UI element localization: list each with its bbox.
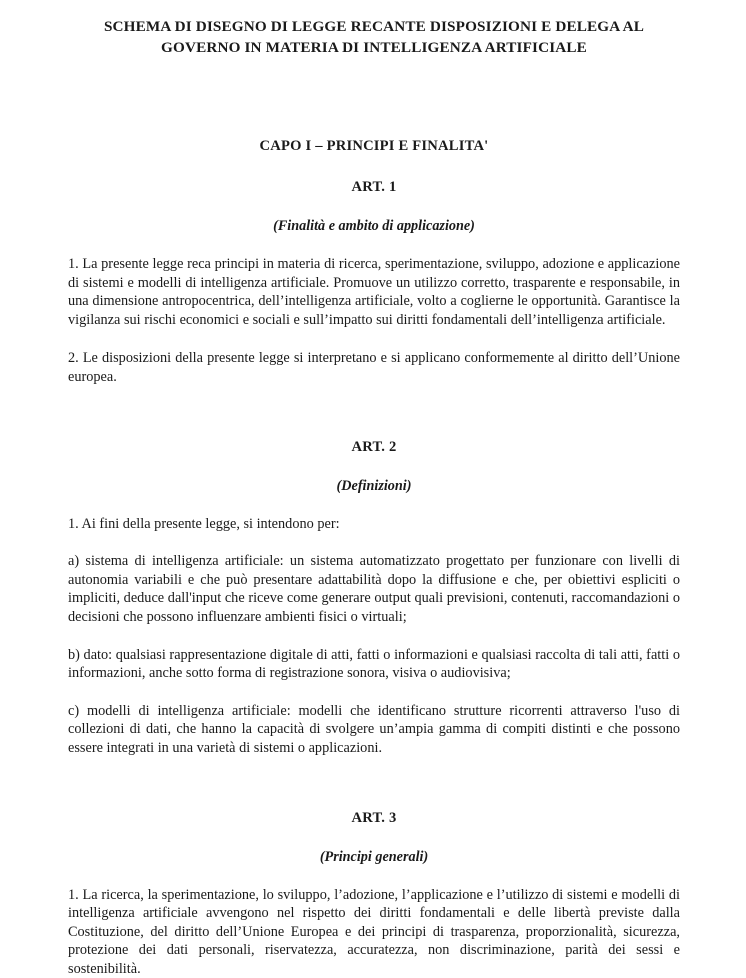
article-subtitle-3: (Principi generali) [68, 848, 680, 866]
article-2-definition-a: a) sistema di intelligenza artificiale: un sistema automatizzato progettato per funzionare con livelli di autonomia variabili e che può presentare adattabilità dopo la diffusione e che, per obiettivi espliciti o impliciti, deduce dall'input che riceve come generare output quali previsioni, contenuti, raccomandazioni o decisioni che possono influenzare ambienti fisici o virtuali; [68, 552, 680, 626]
article-2-spacer [68, 758, 680, 786]
article-heading-2: ART. 2 [68, 438, 680, 456]
article-1-spacer [68, 387, 680, 415]
article-3-paragraph-1: 1. La ricerca, la sperimentazione, lo sviluppo, l’adozione, l’applicazione e l’utilizzo di sistemi e modelli di intelligenza artificiale avvengono nel rispetto dei diritti fondamentali e delle libertà previste dalla Costituzione, del diritto dell’Unione Europea e dei principi di trasparenza, proporzionalità, sicurezza, protezione dei dati personali, riservatezza, accuratezza, non discriminazione, parità dei sessi e sostenibilità. [68, 886, 680, 978]
article-1-paragraph-1: 1. La presente legge reca principi in materia di ricerca, sperimentazione, sviluppo, adozione e applicazione di sistemi e modelli di intelligenza artificiale. Promuove un utilizzo corretto, trasparente e responsabile, in una dimensione antropocentrica, dell’intelligenza artificiale, volto a coglierne le opportunità. Garantisce la vigilanza sui rischi economici e sociali e sull’impatto sui diritti fondamentali dell’intelligenza artificiale. [68, 255, 680, 329]
article-heading-1: ART. 1 [68, 178, 680, 196]
capo-heading: CAPO I – PRINCIPI E FINALITA' [68, 137, 680, 155]
article-2-paragraph-1: 1. Ai fini della presente legge, si intendono per: [68, 515, 680, 534]
title-spacer [68, 58, 680, 94]
article-1-paragraph-2: 2. Le disposizioni della presente legge si interpretano e si applicano conformemente al diritto dell’Unione europea. [68, 349, 680, 386]
article-2-definition-b: b) dato: qualsiasi rappresentazione digitale di atti, fatti o informazioni e qualsiasi raccolta di tali atti, fatti o informazioni, anche sotto forma di registrazione sonora, visiva o audiovisiva; [68, 646, 680, 683]
article-2-definition-c: c) modelli di intelligenza artificiale: modelli che identificano strutture ricorrenti attraverso l'uso di collezioni di dati, che hanno la capacità di svolgere un’ampia gamma di compiti distinti e che possono essere integrati in una varietà di sistemi o applicazioni. [68, 702, 680, 758]
article-subtitle-1: (Finalità e ambito di applicazione) [68, 217, 680, 235]
article-subtitle-2: (Definizioni) [68, 477, 680, 495]
page-title: SCHEMA DI DISEGNO DI LEGGE RECANTE DISPOSIZIONI E DELEGA AL GOVERNO IN MATERIA DI INTELLIGENZA ARTIFICIALE [74, 14, 674, 58]
article-heading-3: ART. 3 [68, 809, 680, 827]
